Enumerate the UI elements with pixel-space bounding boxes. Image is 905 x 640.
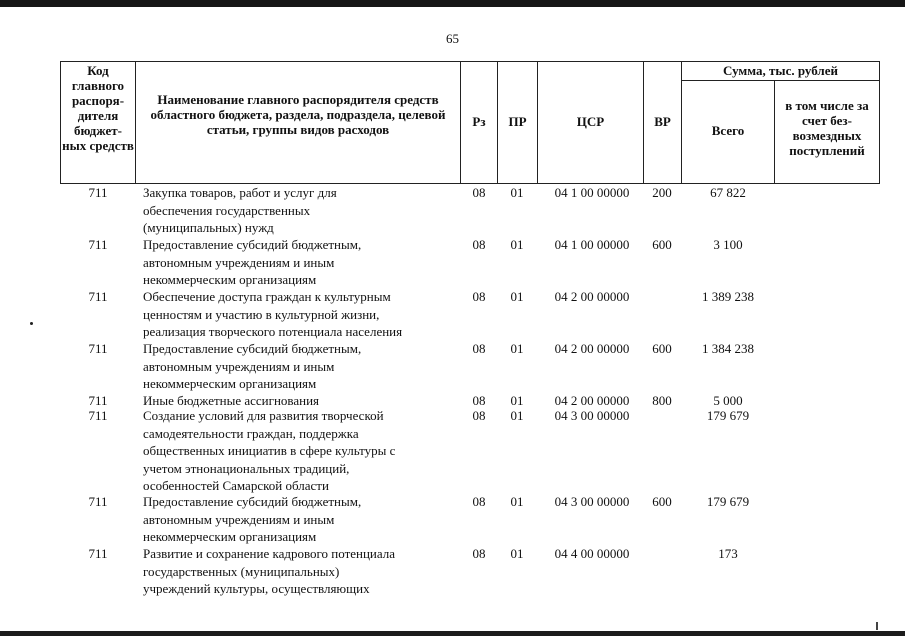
cell-rz: 08 [472,289,486,304]
cell-csr: 04 3 00 00000 [554,494,630,509]
cell-pr: 01 [510,341,524,356]
header-sum: Сумма, тыс. рублей [723,63,838,78]
cell-name: Предоставление субсидий бюджетным, автономным учреждениям и иным некоммерческим организациям [143,494,362,544]
cell-csr: 04 1 00 00000 [554,237,630,252]
cell-pr: 01 [510,546,524,561]
cell-code: 711 [88,393,108,408]
cell-total: 67 822 [710,185,746,200]
scan-speck [876,622,878,630]
cell-code: 711 [88,341,108,356]
header-divider [135,61,136,184]
table-row [0,236,905,289]
cell-vr: 600 [652,494,672,509]
table-row [0,493,905,546]
table-row [0,184,905,237]
cell-vr: 200 [652,185,672,200]
cell-csr: 04 4 00 00000 [554,546,630,561]
header-vr: ВР [654,114,671,129]
cell-total: 1 384 238 [702,341,754,356]
bottom-scan-border [0,631,905,636]
cell-rz: 08 [472,185,486,200]
cell-code: 711 [88,408,108,423]
cell-csr: 04 3 00 00000 [554,408,630,423]
header-incl: в том числе за счет без-возмездных поступлений [785,98,869,158]
cell-total: 173 [718,546,738,561]
cell-total: 179 679 [706,408,750,423]
cell-rz: 08 [472,341,486,356]
table-row [0,340,905,393]
header-csr: ЦСР [576,114,605,129]
cell-csr: 04 1 00 00000 [554,185,630,200]
cell-code: 711 [88,289,108,304]
cell-name: Иные бюджетные ассигнования [143,393,320,408]
table-top-border [60,61,879,62]
cell-name: Предоставление субсидий бюджетным, автономным учреждениям и иным некоммерческим организациям [143,237,362,287]
table-row [0,407,905,495]
header-rz: Рз [472,114,486,129]
cell-total: 179 679 [706,494,750,509]
cell-vr: 800 [652,393,672,408]
header-name: Наименование главного распорядителя средств областного бюджета, раздела, подраздела, целевой статьи, группы видов расходов [150,92,446,137]
cell-pr: 01 [510,494,524,509]
cell-total: 3 100 [713,237,743,252]
cell-vr: 600 [652,341,672,356]
cell-rz: 08 [472,393,486,408]
cell-pr: 01 [510,408,524,423]
header-divider [60,61,61,184]
cell-name: Обеспечение доступа граждан к культурным ценностям и участию в культурной жизни, реализация творческого потенциала населения [143,289,403,339]
cell-rz: 08 [472,546,486,561]
table-row [0,545,905,598]
header-pr: ПР [508,114,527,129]
header-total: Всего [711,123,745,138]
cell-name: Закупка товаров, работ и услуг для обеспечения государственных (муниципальных) нужд [143,185,337,235]
cell-pr: 01 [510,289,524,304]
cell-code: 711 [88,494,108,509]
sum-subheader-border [681,80,879,81]
header-code: Код главного распоря-дителя бюджет-ных средств [62,63,134,153]
cell-name: Развитие и сохранение кадрового потенциала государственных (муниципальных) учреждений культуры, осуществляющих [143,546,396,596]
cell-rz: 08 [472,237,486,252]
cell-rz: 08 [472,408,486,423]
cell-csr: 04 2 00 00000 [554,393,630,408]
cell-pr: 01 [510,237,524,252]
cell-csr: 04 2 00 00000 [554,289,630,304]
cell-code: 711 [88,185,108,200]
header-divider [879,61,880,184]
cell-csr: 04 2 00 00000 [554,341,630,356]
page-number: 65 [446,31,459,46]
cell-code: 711 [88,237,108,252]
cell-pr: 01 [510,393,524,408]
table-row [0,288,905,341]
cell-total: 1 389 238 [702,289,754,304]
cell-vr: 600 [652,237,672,252]
cell-total: 5 000 [713,393,743,408]
cell-rz: 08 [472,494,486,509]
cell-code: 711 [88,546,108,561]
cell-name: Создание условий для развития творческой самодеятельности граждан, поддержка общественных инициатив в сфере культуры с учетом этнонациональных традиций, особенностей Самарской области [143,408,396,493]
cell-pr: 01 [510,185,524,200]
cell-name: Предоставление субсидий бюджетным, автономным учреждениям и иным некоммерческим организациям [143,341,362,391]
